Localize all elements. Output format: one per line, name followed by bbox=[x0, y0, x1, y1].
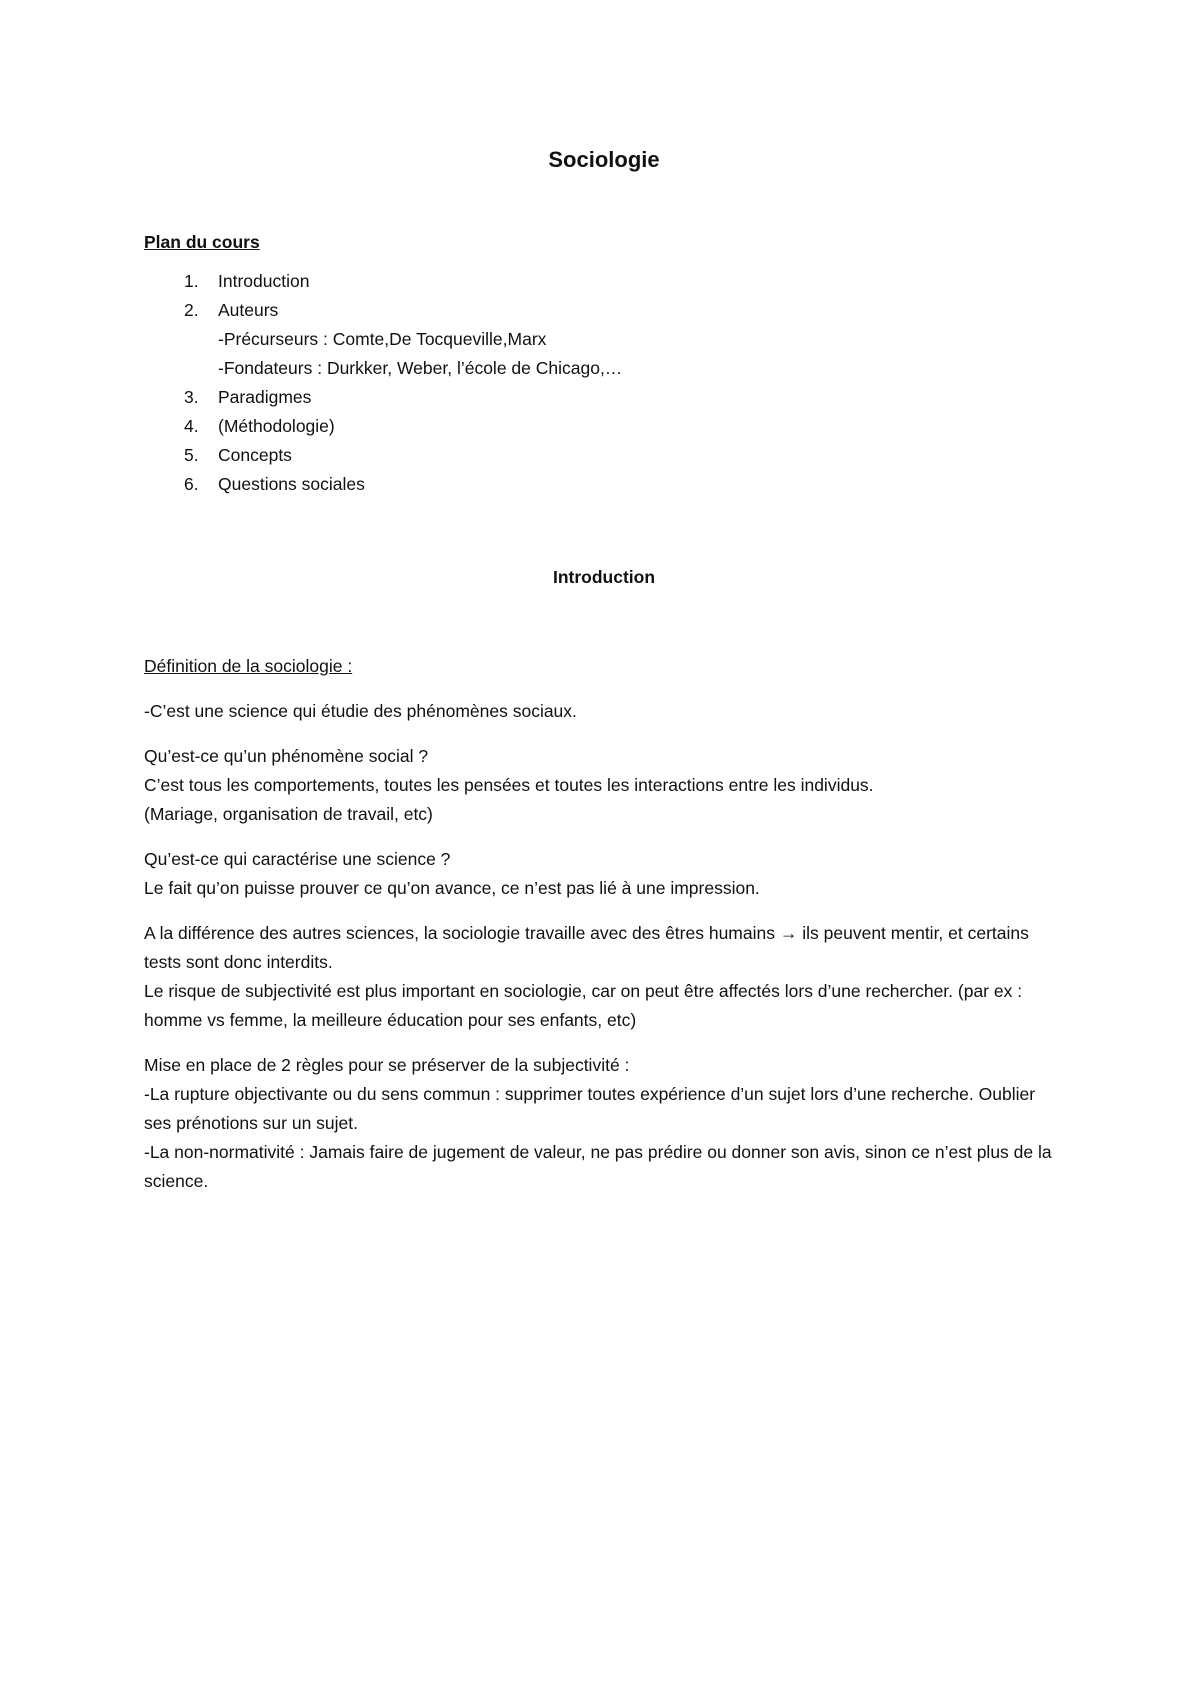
plan-item-label: Concepts bbox=[218, 445, 292, 465]
answer-text: Le fait qu’on puisse prouver ce qu’on avance, ce n’est pas lié à une impression. bbox=[144, 878, 760, 898]
plan-item bbox=[144, 470, 1064, 499]
definition-text: -C’est une science qui étudie des phénomènes sociaux. bbox=[144, 701, 577, 721]
plan-subitem-precurseurs: -Précurseurs : Comte,De Tocqueville,Marx bbox=[218, 329, 547, 349]
question-text: Qu’est-ce qui caractérise une science ? bbox=[144, 849, 451, 869]
plan-item-number: 6. bbox=[184, 474, 199, 494]
difference-paragraph bbox=[144, 919, 1064, 1035]
plan-item-label: Introduction bbox=[218, 271, 310, 291]
rule-rupture: -La rupture objectivante ou du sens commun : supprimer toutes expérience d’un sujet lors d’une recherche. Oublier ses prénotions sur un sujet. bbox=[144, 1084, 1036, 1133]
definition-heading: Définition de la sociologie : bbox=[144, 656, 353, 676]
rules-paragraph bbox=[144, 1051, 1064, 1196]
plan-item bbox=[144, 441, 1064, 470]
introduction-heading: Introduction bbox=[552, 567, 656, 587]
plan-item-number: 2. bbox=[184, 300, 199, 320]
arrow-right-icon: → bbox=[779, 923, 798, 943]
plan-subitem-fondateurs: -Fondateurs : Durkker, Weber, l’école de Chicago,… bbox=[218, 358, 623, 378]
plan-item bbox=[144, 412, 1064, 441]
answer-text: C’est tous les comportements, toutes les pensées et toutes les interactions entre les individus. bbox=[144, 775, 874, 795]
plan-item bbox=[144, 267, 1064, 296]
plan-item bbox=[144, 296, 1064, 383]
plan-heading: Plan du cours bbox=[144, 232, 260, 252]
rules-intro: Mise en place de 2 règles pour se préserver de la subjectivité : bbox=[144, 1055, 630, 1075]
plan-item-number: 5. bbox=[184, 445, 199, 465]
plan-item-label: Questions sociales bbox=[218, 474, 365, 494]
example-text: (Mariage, organisation de travail, etc) bbox=[144, 804, 433, 824]
science-paragraph bbox=[144, 845, 1064, 903]
difference-part2: ils peuvent mentir, et certains tests sont donc interdits. bbox=[144, 923, 1029, 972]
definition-paragraph bbox=[144, 697, 1064, 726]
plan-item-number: 1. bbox=[184, 271, 199, 291]
document-content bbox=[144, 140, 1064, 1196]
social-phenomenon-paragraph bbox=[144, 742, 1064, 829]
document-title: Sociologie bbox=[548, 147, 660, 172]
plan-item-label: Auteurs bbox=[218, 300, 279, 320]
difference-text bbox=[144, 919, 1064, 977]
plan-item-label: Paradigmes bbox=[218, 387, 312, 407]
plan-item-number: 4. bbox=[184, 416, 199, 436]
plan-item bbox=[144, 383, 1064, 412]
plan-item-number: 3. bbox=[184, 387, 199, 407]
rule-non-normativite: -La non-normativité : Jamais faire de jugement de valeur, ne pas prédire ou donner son avis, sinon ce n’est plus de la science. bbox=[144, 1142, 1052, 1191]
difference-part1: A la différence des autres sciences, la sociologie travaille avec des êtres humains bbox=[144, 923, 775, 943]
plan-list bbox=[144, 267, 1064, 499]
question-text: Qu’est-ce qu’un phénomène social ? bbox=[144, 746, 429, 766]
plan-item-label: (Méthodologie) bbox=[218, 416, 335, 436]
risk-text: Le risque de subjectivité est plus important en sociologie, car on peut être affectés lors d’une rechercher. (par ex : homme vs femme, la meilleure éducation pour ses enfants, etc) bbox=[144, 981, 1023, 1030]
